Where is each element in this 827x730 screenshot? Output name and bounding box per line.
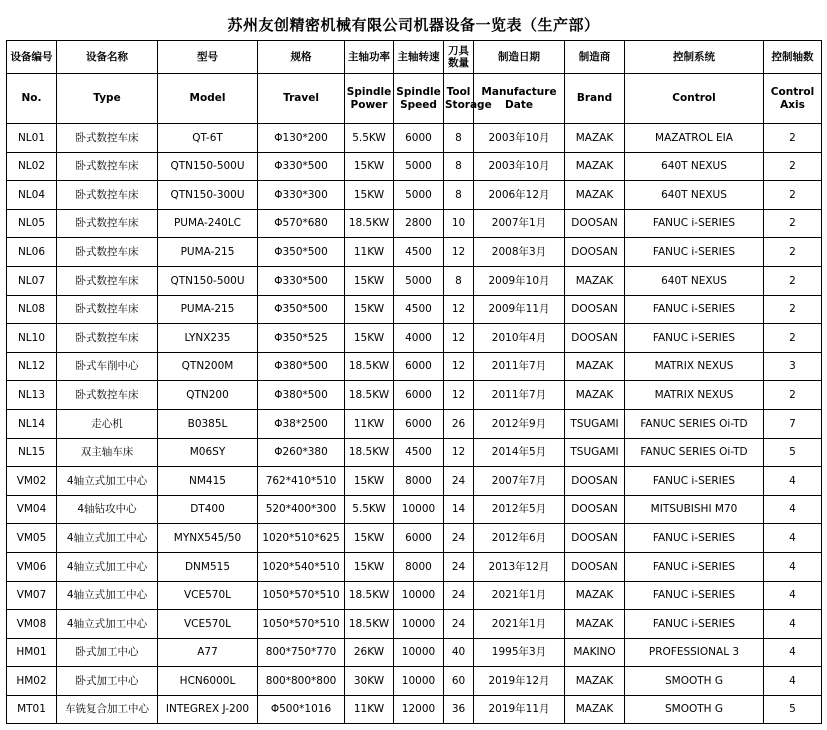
header-cell: 设备名称 (57, 41, 158, 74)
table-row (7, 695, 822, 724)
table-cell: DNM515 (158, 552, 258, 581)
table-cell: 800*800*800 (258, 667, 345, 696)
table-cell: 36 (444, 695, 474, 724)
table-cell: 2008年3月 (474, 238, 565, 267)
table-cell: QTN150-500U (158, 152, 258, 181)
table-cell: NL04 (7, 181, 57, 210)
table-cell: NL07 (7, 266, 57, 295)
table-body (7, 124, 822, 724)
table-cell: 2 (764, 181, 822, 210)
table-cell: DOOSAN (565, 552, 625, 581)
table-cell: 4 (764, 667, 822, 696)
table-cell: 762*410*510 (258, 467, 345, 496)
table-cell: 14 (444, 495, 474, 524)
table-cell: 6000 (394, 124, 444, 153)
header-row-chinese (7, 41, 822, 74)
table-cell: 走心机 (57, 409, 158, 438)
page-title: 苏州友创精密机械有限公司机器设备一览表（生产部） (227, 16, 600, 34)
table-cell: 520*400*300 (258, 495, 345, 524)
table-row (7, 667, 822, 696)
table-cell: 8 (444, 181, 474, 210)
table-cell: 2006年12月 (474, 181, 565, 210)
header-cell: 制造商 (565, 41, 625, 74)
table-row (7, 552, 822, 581)
table-cell: 车铣复合加工中心 (57, 695, 158, 724)
table-cell: 8000 (394, 467, 444, 496)
table-cell: 2 (764, 152, 822, 181)
table-cell: 18.5KW (345, 581, 394, 610)
table-cell: 2 (764, 324, 822, 353)
table-cell: NL02 (7, 152, 57, 181)
table-cell: 4轴立式加工中心 (57, 610, 158, 639)
table-cell: MAZAK (565, 610, 625, 639)
table-cell: 卧式数控车床 (57, 238, 158, 267)
table-cell: MYNX545/50 (158, 524, 258, 553)
table-cell: 8000 (394, 552, 444, 581)
table-cell: 3 (764, 352, 822, 381)
table-row (7, 266, 822, 295)
table-cell: 4 (764, 467, 822, 496)
table-cell: 6000 (394, 381, 444, 410)
header-cell: Tool Storage (444, 74, 474, 124)
table-row (7, 581, 822, 610)
table-cell: DOOSAN (565, 467, 625, 496)
table-cell: 1050*570*510 (258, 610, 345, 639)
table-cell: 8 (444, 266, 474, 295)
table-cell: 卧式数控车床 (57, 181, 158, 210)
header-cell: Brand (565, 74, 625, 124)
table-cell: 2 (764, 238, 822, 267)
table-row (7, 209, 822, 238)
table-cell: 4 (764, 495, 822, 524)
table-cell: 12 (444, 438, 474, 467)
table-cell: 2021年1月 (474, 610, 565, 639)
table-cell: 4500 (394, 295, 444, 324)
table-cell: B0385L (158, 409, 258, 438)
header-cell: 规格 (258, 41, 345, 74)
table-cell: 4 (764, 638, 822, 667)
table-cell: 15KW (345, 152, 394, 181)
table-cell: FANUC i-SERIES (625, 581, 764, 610)
table-row (7, 524, 822, 553)
table-cell: 4轴立式加工中心 (57, 552, 158, 581)
table-cell: MATRIX NEXUS (625, 381, 764, 410)
table-cell: Φ570*680 (258, 209, 345, 238)
table-cell: NL06 (7, 238, 57, 267)
table-cell: SMOOTH G (625, 695, 764, 724)
table-cell: 卧式数控车床 (57, 209, 158, 238)
table-cell: Φ350*500 (258, 295, 345, 324)
table-cell: QTN200 (158, 381, 258, 410)
table-cell: 26KW (345, 638, 394, 667)
table-cell: FANUC i-SERIES (625, 295, 764, 324)
header-cell: 主轴转速 (394, 41, 444, 74)
table-row (7, 638, 822, 667)
table-cell: 15KW (345, 524, 394, 553)
table-cell: 5000 (394, 266, 444, 295)
table-cell: 5 (764, 695, 822, 724)
table-cell: 2 (764, 209, 822, 238)
table-row (7, 438, 822, 467)
equipment-table (6, 40, 822, 724)
table-cell: FANUC SERIES Oi-TD (625, 409, 764, 438)
table-cell: 8 (444, 152, 474, 181)
table-cell: 卧式数控车床 (57, 324, 158, 353)
table-cell: 4 (764, 524, 822, 553)
table-cell: HM02 (7, 667, 57, 696)
table-cell: MATRIX NEXUS (625, 352, 764, 381)
table-cell: VCE570L (158, 581, 258, 610)
table-cell: Φ260*380 (258, 438, 345, 467)
table-cell: MAZAK (565, 266, 625, 295)
table-cell: VM08 (7, 610, 57, 639)
table-cell: MAKINO (565, 638, 625, 667)
table-cell: 15KW (345, 467, 394, 496)
table-cell: FANUC i-SERIES (625, 324, 764, 353)
table-cell: 30KW (345, 667, 394, 696)
table-cell: FANUC SERIES Oi-TD (625, 438, 764, 467)
table-row (7, 152, 822, 181)
table-cell: 6000 (394, 352, 444, 381)
table-row (7, 495, 822, 524)
table-cell: 双主轴车床 (57, 438, 158, 467)
table-cell: 5 (764, 438, 822, 467)
table-cell: 18.5KW (345, 352, 394, 381)
table-cell: 4 (764, 552, 822, 581)
table-cell: MAZATROL EIA (625, 124, 764, 153)
table-cell: A77 (158, 638, 258, 667)
table-cell: 10000 (394, 638, 444, 667)
table-cell: 11KW (345, 695, 394, 724)
table-cell: TSUGAMI (565, 409, 625, 438)
table-cell: NL01 (7, 124, 57, 153)
table-cell: VM06 (7, 552, 57, 581)
table-cell: VM07 (7, 581, 57, 610)
table-cell: DOOSAN (565, 324, 625, 353)
table-cell: 8 (444, 124, 474, 153)
table-cell: 24 (444, 467, 474, 496)
table-cell: NL12 (7, 352, 57, 381)
table-cell: 4轴立式加工中心 (57, 581, 158, 610)
table-cell: Φ330*300 (258, 181, 345, 210)
table-cell: 24 (444, 552, 474, 581)
table-cell: Φ380*500 (258, 352, 345, 381)
table-cell: 2012年5月 (474, 495, 565, 524)
table-cell: 卧式数控车床 (57, 381, 158, 410)
table-cell: QTN150-500U (158, 266, 258, 295)
table-cell: 15KW (345, 295, 394, 324)
table-cell: 2011年7月 (474, 381, 565, 410)
table-cell: 5.5KW (345, 495, 394, 524)
table-cell: NL15 (7, 438, 57, 467)
table-cell: 11KW (345, 409, 394, 438)
table-cell: NM415 (158, 467, 258, 496)
table-cell: 18.5KW (345, 209, 394, 238)
table-cell: Φ500*1016 (258, 695, 345, 724)
table-cell: 10 (444, 209, 474, 238)
table-cell: 2 (764, 124, 822, 153)
table-cell: PUMA-215 (158, 295, 258, 324)
table-cell: VM05 (7, 524, 57, 553)
table-cell: LYNX235 (158, 324, 258, 353)
header-cell: 设备编号 (7, 41, 57, 74)
table-cell: FANUC i-SERIES (625, 524, 764, 553)
table-cell: DOOSAN (565, 295, 625, 324)
header-cell: 控制轴数 (764, 41, 822, 74)
table-cell: HM01 (7, 638, 57, 667)
table-cell: 2800 (394, 209, 444, 238)
header-cell: No. (7, 74, 57, 124)
table-cell: Φ330*500 (258, 152, 345, 181)
table-cell: 4 (764, 610, 822, 639)
table-cell: 12 (444, 381, 474, 410)
table-cell: 2013年12月 (474, 552, 565, 581)
table-cell: 2009年11月 (474, 295, 565, 324)
table-cell: 800*750*770 (258, 638, 345, 667)
table-cell: 24 (444, 581, 474, 610)
table-cell: 40 (444, 638, 474, 667)
table-cell: Φ330*500 (258, 266, 345, 295)
table-cell: MAZAK (565, 352, 625, 381)
table-cell: 24 (444, 524, 474, 553)
table-cell: 2007年1月 (474, 209, 565, 238)
header-cell: 制造日期 (474, 41, 565, 74)
table-row (7, 238, 822, 267)
header-cell: 控制系统 (625, 41, 764, 74)
table-cell: 卧式车削中心 (57, 352, 158, 381)
table-cell: Φ130*200 (258, 124, 345, 153)
table-cell: 卧式加工中心 (57, 667, 158, 696)
table-cell: 7 (764, 409, 822, 438)
table-cell: 1995年3月 (474, 638, 565, 667)
table-cell: MAZAK (565, 667, 625, 696)
table-cell: 18.5KW (345, 381, 394, 410)
table-cell: 4轴钻攻中心 (57, 495, 158, 524)
table-cell: NL05 (7, 209, 57, 238)
table-cell: 卧式数控车床 (57, 295, 158, 324)
table-cell: VM02 (7, 467, 57, 496)
table-cell: 卧式数控车床 (57, 124, 158, 153)
table-cell: 640T NEXUS (625, 152, 764, 181)
table-cell: 2009年10月 (474, 266, 565, 295)
table-row (7, 181, 822, 210)
table-cell: 10000 (394, 667, 444, 696)
table-cell: 60 (444, 667, 474, 696)
table-cell: VCE570L (158, 610, 258, 639)
table-cell: 6000 (394, 524, 444, 553)
table-row (7, 610, 822, 639)
table-cell: 卧式数控车床 (57, 266, 158, 295)
table-cell: FANUC i-SERIES (625, 552, 764, 581)
header-cell: Type (57, 74, 158, 124)
table-cell: INTEGREX J-200 (158, 695, 258, 724)
table-cell: Φ38*2500 (258, 409, 345, 438)
table-cell: DOOSAN (565, 238, 625, 267)
table-cell: QT-6T (158, 124, 258, 153)
table-cell: 12 (444, 324, 474, 353)
header-cell: Control Axis (764, 74, 822, 124)
table-cell: 11KW (345, 238, 394, 267)
table-row (7, 324, 822, 353)
table-cell: 5000 (394, 181, 444, 210)
table-cell: 5000 (394, 152, 444, 181)
table-cell: 15KW (345, 552, 394, 581)
header-cell: Spindle Power (345, 74, 394, 124)
table-cell: DOOSAN (565, 524, 625, 553)
table-cell: 12 (444, 295, 474, 324)
table-cell: SMOOTH G (625, 667, 764, 696)
header-cell: 刀具数量 (444, 41, 474, 74)
table-cell: 2003年10月 (474, 124, 565, 153)
table-cell: 4500 (394, 438, 444, 467)
table-cell: 2019年12月 (474, 667, 565, 696)
table-cell: 1020*510*625 (258, 524, 345, 553)
header-cell: Model (158, 74, 258, 124)
table-cell: PUMA-215 (158, 238, 258, 267)
table-cell: 18.5KW (345, 438, 394, 467)
table-cell: 4轴立式加工中心 (57, 524, 158, 553)
table-cell: 卧式加工中心 (57, 638, 158, 667)
table-cell: PUMA-240LC (158, 209, 258, 238)
table-cell: 2014年5月 (474, 438, 565, 467)
header-cell: Travel (258, 74, 345, 124)
table-cell: 2019年11月 (474, 695, 565, 724)
table-row (7, 467, 822, 496)
table-cell: 4500 (394, 238, 444, 267)
table-cell: NL13 (7, 381, 57, 410)
table-cell: FANUC i-SERIES (625, 610, 764, 639)
table-cell: 12 (444, 238, 474, 267)
table-cell: Φ350*500 (258, 238, 345, 267)
table-cell: 15KW (345, 324, 394, 353)
table-row (7, 295, 822, 324)
table-cell: 2 (764, 295, 822, 324)
table-cell: 2 (764, 266, 822, 295)
table-cell: 24 (444, 610, 474, 639)
table-cell: 10000 (394, 581, 444, 610)
table-cell: 15KW (345, 181, 394, 210)
table-cell: FANUC i-SERIES (625, 238, 764, 267)
table-cell: MAZAK (565, 581, 625, 610)
table-cell: 2003年10月 (474, 152, 565, 181)
table-cell: HCN6000L (158, 667, 258, 696)
table-row (7, 352, 822, 381)
table-cell: DOOSAN (565, 209, 625, 238)
table-cell: VM04 (7, 495, 57, 524)
header-cell: 主轴功率 (345, 41, 394, 74)
table-cell: DOOSAN (565, 495, 625, 524)
table-cell: 1020*540*510 (258, 552, 345, 581)
table-cell: 2010年4月 (474, 324, 565, 353)
header-row-english (7, 74, 822, 124)
table-row (7, 381, 822, 410)
table-cell: 640T NEXUS (625, 266, 764, 295)
table-cell: 5.5KW (345, 124, 394, 153)
table-cell: MITSUBISHI M70 (625, 495, 764, 524)
table-cell: 4轴立式加工中心 (57, 467, 158, 496)
table-cell: 4000 (394, 324, 444, 353)
table-cell: PROFESSIONAL 3 (625, 638, 764, 667)
table-cell: 卧式数控车床 (57, 152, 158, 181)
table-cell: 640T NEXUS (625, 181, 764, 210)
table-cell: 2012年9月 (474, 409, 565, 438)
table-cell: 12 (444, 352, 474, 381)
table-cell: MAZAK (565, 181, 625, 210)
table-cell: 1050*570*510 (258, 581, 345, 610)
table-cell: 18.5KW (345, 610, 394, 639)
header-cell: 型号 (158, 41, 258, 74)
table-cell: 10000 (394, 610, 444, 639)
table-cell: QTN200M (158, 352, 258, 381)
table-cell: 2021年1月 (474, 581, 565, 610)
table-cell: 6000 (394, 409, 444, 438)
header-cell: Manufacture Date (474, 74, 565, 124)
table-cell: MAZAK (565, 152, 625, 181)
header-cell: Control (625, 74, 764, 124)
table-cell: 4 (764, 581, 822, 610)
table-cell: MAZAK (565, 695, 625, 724)
table-cell: TSUGAMI (565, 438, 625, 467)
table-cell: FANUC i-SERIES (625, 467, 764, 496)
table-cell: NL10 (7, 324, 57, 353)
table-cell: NL08 (7, 295, 57, 324)
table-row (7, 124, 822, 153)
table-cell: 2 (764, 381, 822, 410)
table-cell: M06SY (158, 438, 258, 467)
table-cell: 2012年6月 (474, 524, 565, 553)
table-cell: 2011年7月 (474, 352, 565, 381)
table-cell: MT01 (7, 695, 57, 724)
table-cell: 12000 (394, 695, 444, 724)
table-cell: NL14 (7, 409, 57, 438)
header-cell: Spindle Speed (394, 74, 444, 124)
table-cell: MAZAK (565, 381, 625, 410)
table-cell: 15KW (345, 266, 394, 295)
table-row (7, 409, 822, 438)
table-cell: 26 (444, 409, 474, 438)
table-cell: QTN150-300U (158, 181, 258, 210)
table-cell: Φ350*525 (258, 324, 345, 353)
table-cell: FANUC i-SERIES (625, 209, 764, 238)
table-cell: 10000 (394, 495, 444, 524)
table-cell: 2007年7月 (474, 467, 565, 496)
table-cell: DT400 (158, 495, 258, 524)
table-cell: Φ380*500 (258, 381, 345, 410)
table-cell: MAZAK (565, 124, 625, 153)
